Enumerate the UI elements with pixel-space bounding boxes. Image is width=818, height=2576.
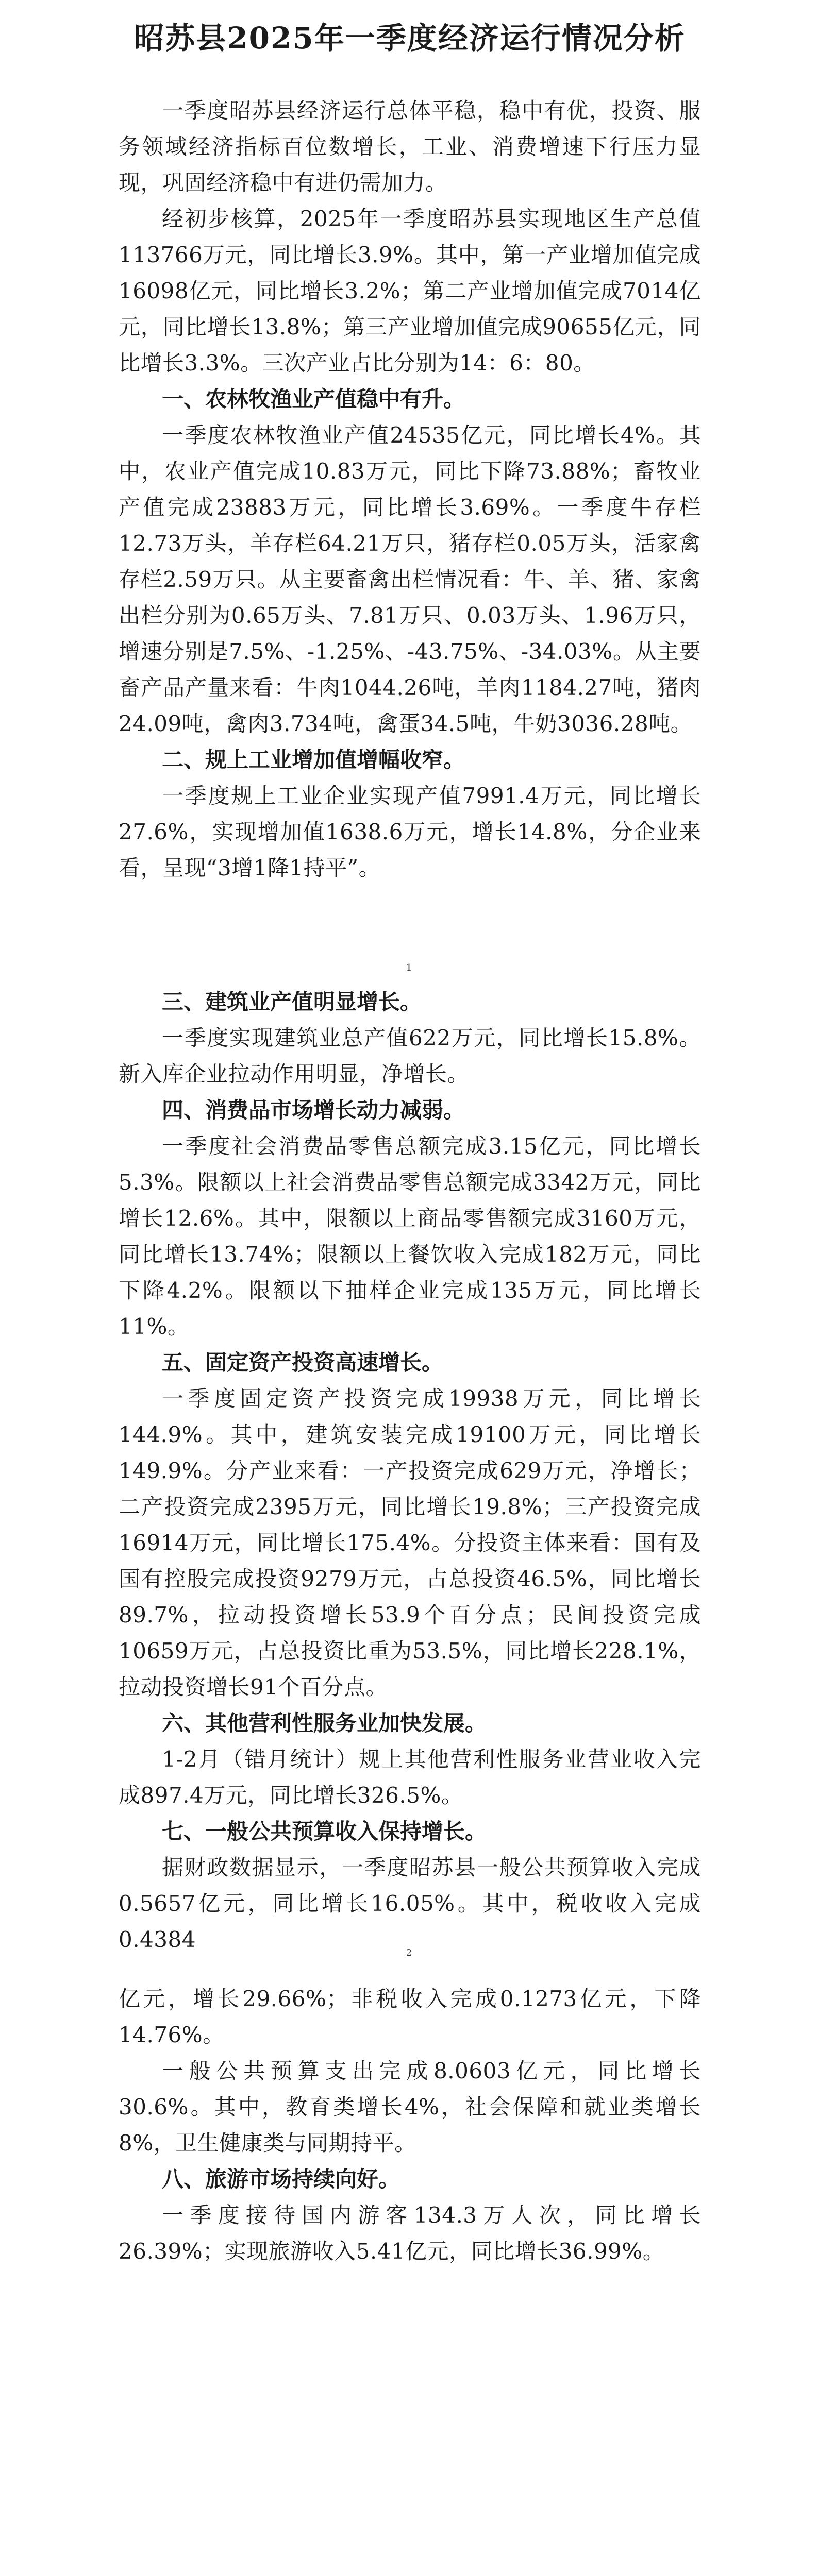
services-paragraph: 1-2月（错月统计）规上其他营利性服务业营业收入完成897.4万元，同比增长326.5%。 (119, 1747, 701, 1808)
page-3-content (119, 1981, 701, 2269)
section-heading-tourism: 八、旅游市场持续向好。 (162, 2166, 400, 2192)
page-1 (0, 0, 818, 979)
construction-paragraph: 一季度实现建筑业总产值622万元，同比增长15.8%。新入库企业拉动作用明显，净增长。 (119, 1025, 701, 1087)
document-title: 昭苏县2025年一季度经济运行情况分析 (134, 21, 686, 56)
page-3 (0, 1976, 818, 2576)
tourism-paragraph: 一季度接待国内游客134.3万人次，同比增长26.39%；实现旅游收入5.41亿元，同比增长36.99%。 (119, 2202, 701, 2264)
expenditure-paragraph: 一般公共预算支出完成8.0603亿元，同比增长30.6%。其中，教育类增长4%，社会保障和就业类增长8%，卫生健康类与同期持平。 (119, 2058, 701, 2156)
revenue-paragraph: 据财政数据显示，一季度昭苏县一般公共预算收入完成0.5657亿元，同比增长16.05%。其中，税收收入完成0.4384 (119, 1855, 701, 1952)
page-1-content (119, 21, 701, 886)
section-heading-agriculture: 一、农林牧渔业产值稳中有升。 (162, 386, 465, 412)
investment-paragraph: 一季度固定资产投资完成19938万元，同比增长144.9%。其中，建筑安装完成19100万元，同比增长149.9%。分产业来看：一产投资完成629万元，净增长；二产投资完成2395万元，同比增长19.8%；三产投资完成16914万元，同比增长175.4%。分投资主体来看：国有及国有控股完成投资9279万元，占总投资46.5%，同比增长89.7%，拉动投资增长53.9个百分点；民间投资完成10659万元，占总投资比重为53.5%，同比增长228.1%，拉动投资增长91个百分点。 (119, 1386, 701, 1700)
page-2-content (119, 984, 701, 1958)
section-heading-investment: 五、固定资产投资高速增长。 (162, 1350, 444, 1375)
consumption-paragraph: 一季度社会消费品零售总额完成3.15亿元，同比增长5.3%。限额以上社会消费品零售总额完成3342万元，同比增长12.6%。其中，限额以上商品零售额完成3160万元，同比增长13.74%；限额以上餐饮收入完成182万元，同比下降4.2%。限额以下抽样企业完成135万元，同比增长11%。 (119, 1133, 701, 1339)
intro-paragraph: 一季度昭苏县经济运行总体平稳，稳中有优，投资、服务领域经济指标百位数增长，工业、消费增速下行压力显现，巩固经济稳中有进仍需加力。 (119, 97, 701, 195)
agriculture-paragraph: 一季度农林牧渔业产值24535亿元，同比增长4%。其中，农业产值完成10.83万元，同比下降73.88%；畜牧业产值完成23883万元，同比增长3.69%。一季度牛存栏12.73万头，羊存栏64.21万只，猪存栏0.05万头，活家禽存栏2.59万只。从主要畜禽出栏情况看：牛、羊、猪、家禽出栏分别为0.65万头、7.81万只、0.03万头、1.96万只，增速分别是7.5%、-1.25%、-43.75%、-34.03%。从主要畜产品产量来看：牛肉1044.26吨，羊肉1184.27吨，猪肉24.09吨，禽肉3.734吨，禽蛋34.5吨，牛奶3036.28吨。 (119, 422, 701, 736)
revenue-continuation-paragraph: 亿元，增长29.66%；非税收入完成0.1273亿元，下降14.76%。 (119, 1986, 701, 2047)
section-heading-consumption: 四、消费品市场增长动力减弱。 (162, 1097, 465, 1123)
section-heading-construction: 三、建筑业产值明显增长。 (162, 989, 422, 1014)
page-number: 1 (406, 962, 412, 973)
page-2 (0, 979, 818, 1976)
page-number: 2 (406, 1947, 412, 1958)
section-heading-revenue: 七、一般公共预算收入保持增长。 (162, 1819, 487, 1844)
section-heading-services: 六、其他营利性服务业加快发展。 (162, 1710, 487, 1736)
section-heading-industry: 二、规上工业增加值增幅收窄。 (162, 747, 465, 772)
industry-paragraph: 一季度规上工业企业实现产值7991.4万元，同比增长27.6%，实现增加值1638.6万元，增长14.8%，分企业来看，呈现“3增1降1持平”。 (119, 783, 701, 880)
gdp-paragraph: 经初步核算，2025年一季度昭苏县实现地区生产总值113766万元，同比增长3.9%。其中，第一产业增加值完成16098亿元，同比增长3.2%；第二产业增加值完成7014亿元，同比增长13.8%；第三产业增加值完成90655亿元，同比增长3.3%。三次产业占比分别为14：6：80。 (119, 206, 701, 376)
